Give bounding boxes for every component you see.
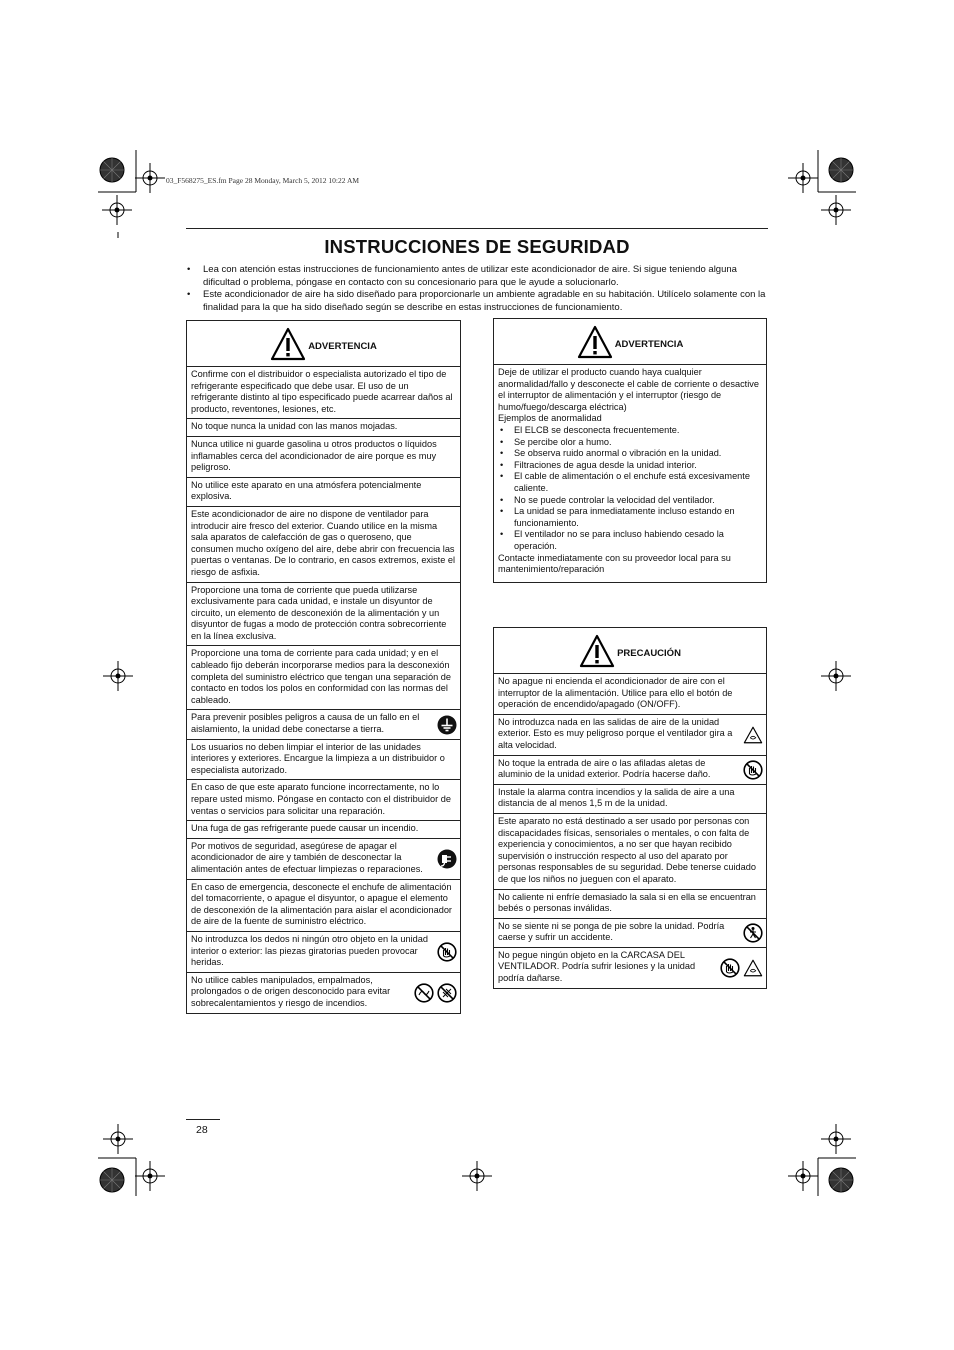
warning-item: No introduzca los dedos ni ningún otro objeto en la unidad interior o exterior: las piezas giratorias pueden provocar heridas. [187, 932, 460, 973]
no-cable-icon [414, 983, 434, 1003]
anomaly-item: • Filtraciones de agua desde la unidad interior. [498, 460, 762, 472]
warning-item: Nunca utilice ni guarde gasolina u otros productos o líquidos inflamables cerca del acondicionador de aire porque es muy peligroso. [187, 437, 460, 478]
warning-box-left [186, 320, 461, 1014]
caution-item: Instale la alarma contra incendios y la salida de aire a una distancia de al menos 1,5 m de la unidad. [494, 785, 766, 814]
caution-item: No pegue ningún objeto en la CARCASA DEL VENTILADOR. Podría sufrir lesiones y la unidad podría dañarse. [494, 948, 766, 988]
warning-item: Proporcione una toma de corriente que pueda utilizarse exclusivamente para cada unidad, e instale un disyuntor de circuito, un elemento de desconexión de la alimentación y un disyuntor de fugas a modo de protección contra sobrecorriente en la línea exclusiva. [187, 583, 460, 647]
warning-item: Este acondicionador de aire no dispone de ventilador para introducir aire fresco del exterior. Cuando utilice en la misma sala aparatos de calefacción de gas o queroseno, que consumen mucho oxígeno del aire, debe abrir con frecuencia las puertas o ventanas. De lo contrario, en casos extremos, existe el riesgo de asfixia. [187, 507, 460, 583]
anomaly-item: • El cable de alimentación o el enchufe está excesivamente caliente. [498, 471, 762, 494]
no-touch-icon [437, 942, 457, 962]
caution-item: No introduzca nada en las salidas de aire de la unidad exterior. Esto es muy peligroso porque el ventilador gira a alta velocidad. [494, 715, 766, 756]
warning-item: No utilice cables manipulados, empalmados, prolongados o de origen desconocido para evitar sobrecalentamientos y riesgo de incendios. [187, 973, 460, 1013]
anomaly-list [498, 425, 762, 553]
warning-header [494, 319, 766, 365]
file-slug: 03_F568275_ES.fm Page 28 Monday, March 5, 2012 10:22 AM [166, 176, 360, 185]
anomaly-item: • Se observa ruido anormal o vibración en la unidad. [498, 448, 762, 460]
anomaly-item: • El ventilador no se para incluso habiendo cesado la operación. [498, 529, 762, 552]
intro-item: • Este acondicionador de aire ha sido diseñado para proporcionarle un ambiente agradable en su habitación. Utilícelo solamente con la finalidad para la que ha sido diseñado según se describe en estas instrucciones de funcionamiento. [186, 289, 768, 314]
intro-list [186, 264, 768, 314]
anomaly-contact: Contacte inmediatamente con su proveedor local para su mantenimiento/reparación [498, 552, 731, 575]
anomaly-item: • No se puede controlar la velocidad del ventilador. [498, 495, 762, 507]
anomaly-examples-title: Ejemplos de anormalidad [498, 413, 602, 424]
warning-triangle-icon [270, 327, 306, 361]
anomaly-item: • El ELCB se desconecta frecuentemente. [498, 425, 762, 437]
warning-item: Por motivos de seguridad, asegúrese de apagar el acondicionador de aire y también de desconectar la alimentación antes de efectuar limpiezas o reparaciones. [187, 839, 460, 880]
warning-item: Proporcione una toma de corriente para cada unidad; y en el cableado fijo deberán incorporarse medios para la desconexión completa del suministro eléctrico que tengan una separación de contacto en todos los polos en conformidad con las normas del cableado. [187, 646, 460, 710]
warning-item: En caso de que este aparato funcione incorrectamente, no lo repare usted mismo. Póngase en contacto con el distribuidor de ventas o servicios para solicitar una reparación. [187, 780, 460, 821]
warning-item: Para prevenir posibles peligros a causa de un fallo en el aislamiento, la unidad debe conectarse a tierra. [187, 710, 460, 739]
warning-label: ADVERTENCIA [614, 339, 684, 350]
no-touch-icon [720, 958, 740, 978]
no-touch-icon [743, 760, 763, 780]
caution-header [494, 628, 766, 674]
warning-item: Confirme con el distribuidor o especialista autorizado el tipo de refrigerante especificado que debe usar. El uso de un refrigerante distinto al tipo especificado puede acarrear daños al producto, reventones, lesiones, etc. [187, 367, 460, 419]
anomaly-item: • Se percibe olor a humo. [498, 437, 762, 449]
caution-item: No caliente ni enfríe demasiado la sala si en ella se encuentran bebés o personas inválidas. [494, 890, 766, 919]
warning-item: En caso de emergencia, desconecte el enchufe de alimentación del tomacorriente, o apague el disyuntor, o apague el elemento de desconexión de la alimentación para aislar el acondicionador de aire de la fuente de suministro eléctrico. [187, 880, 460, 932]
warning-item: Los usuarios no deben limpiar el interior de las unidades interiores y exteriores. Encargue la limpieza a un distribuidor o especialista autorizado. [187, 740, 460, 781]
caution-item: No apague ni encienda el acondicionador de aire con el interruptor de la alimentación. Utilice para ello el botón de operación de encendido/apagado (ON/OFF). [494, 674, 766, 715]
caution-item: No se siente ni se ponga de pie sobre la unidad. Podría caerse y sufrir un accidente. [494, 919, 766, 948]
caution-box [493, 627, 767, 989]
page-number: 28 [196, 1124, 208, 1136]
anomaly-section [494, 365, 766, 582]
warning-box-right [493, 318, 767, 583]
warning-label: ADVERTENCIA [308, 341, 377, 352]
caution-item: Este aparato no está destinado a ser usado por personas con discapacidades físicas, sensoriales o mentales, o con falta de experiencia y conocimientos, a no ser que hayan recibido supervisión o instrucción respecto al uso del aparato por personas responsables de su seguridad. Debe tenerse cuidado de que los niños no jueguen con el aparato. [494, 814, 766, 890]
anomaly-item: • La unidad se para inmediatamente incluso estando en funcionamiento. [498, 506, 762, 529]
warning-triangle-icon [577, 325, 613, 359]
warning-item: No toque nunca la unidad con las manos mojadas. [187, 419, 460, 437]
caution-label: PRECAUCIÓN [617, 648, 681, 659]
caution-triangle-icon [743, 725, 763, 745]
warning-item: No utilice este aparato en una atmósfera potencialmente explosiva. [187, 478, 460, 507]
warning-triangle-icon [579, 634, 615, 668]
ground-icon [437, 715, 457, 735]
unplug-icon [437, 849, 457, 869]
warning-item: Una fuga de gas refrigerante puede causar un incendio. [187, 821, 460, 839]
caution-item: No toque la entrada de aire o las afiladas aletas de aluminio de la unidad exterior. Podría hacerse daño. [494, 756, 766, 785]
caution-triangle-icon [743, 958, 763, 978]
page-number-rule [186, 1119, 220, 1120]
header-rule [186, 228, 768, 229]
anomaly-intro: Deje de utilizar el producto cuando haya cualquier anormalidad/fallo y desconecte el cable de corriente o desactive el interruptor de alimentación y el interruptor (riesgo de humo/fuego/descarga eléctrica) [498, 367, 759, 412]
intro-item: • Lea con atención estas instrucciones de funcionamiento antes de utilizar este acondicionador de aire. Si sigue teniendo alguna dificultad o problema, póngase en contacto con su concesionario para que le ayude a solucionarlo. [186, 264, 768, 289]
no-bundle-icon [437, 983, 457, 1003]
no-step-icon [743, 923, 763, 943]
warning-header [187, 321, 460, 367]
page-title: INSTRUCCIONES DE SEGURIDAD [324, 236, 630, 257]
